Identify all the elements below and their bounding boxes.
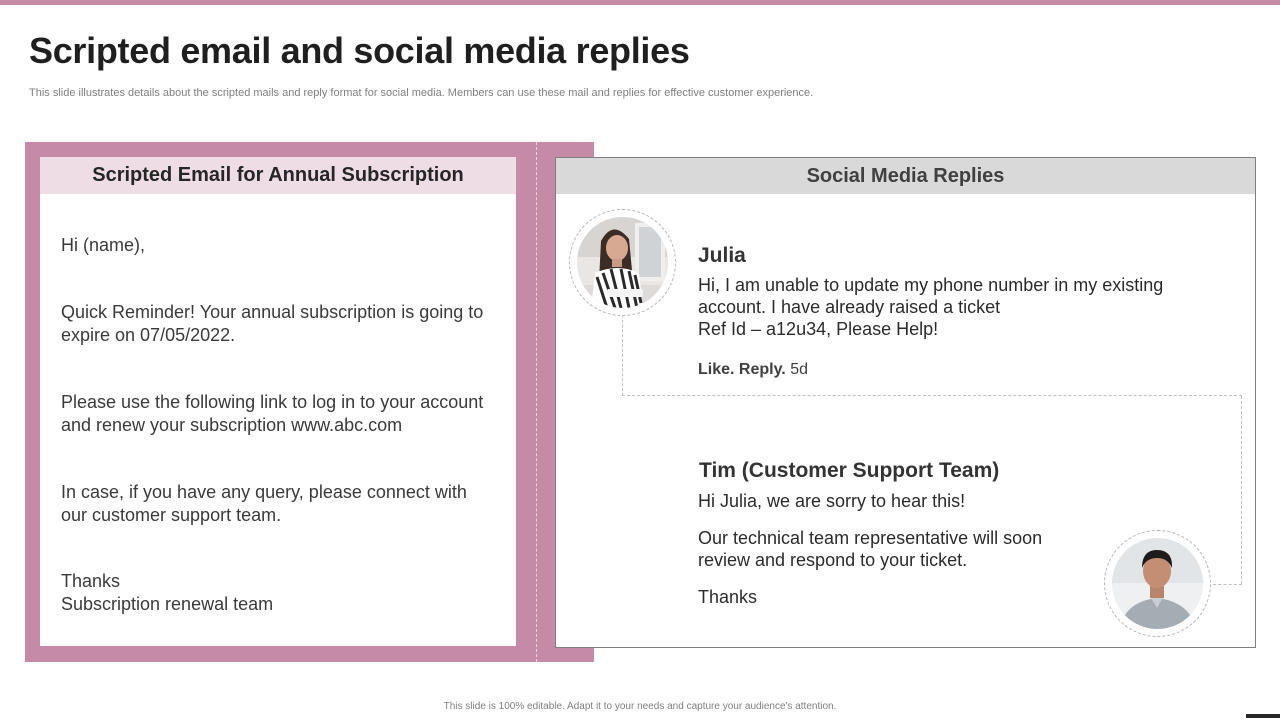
reply-connector-horizontal xyxy=(1208,584,1242,585)
email-header: Scripted Email for Annual Subscription xyxy=(40,157,516,194)
reply-connector-vertical xyxy=(1241,396,1242,584)
social-header: Social Media Replies xyxy=(556,158,1255,194)
email-greeting: Hi (name), xyxy=(61,235,146,255)
tim-author-name: Tim (Customer Support Team) xyxy=(699,459,1000,482)
email-sign-off: Thanks xyxy=(61,571,121,591)
tim-apology: Hi Julia, we are sorry to hear this! xyxy=(698,491,966,511)
panel-divider xyxy=(536,142,537,662)
like-reply-actions[interactable]: Like. Reply. xyxy=(698,361,786,378)
woman-avatar-icon xyxy=(577,217,668,308)
email-paragraph-link: Please use the following link to log in to your account and renew your subscription www.abc.com xyxy=(61,392,484,435)
tim-message: Our technical team representative will soon review and respond to your ticket. xyxy=(698,528,1043,570)
top-accent-bar xyxy=(0,0,1280,5)
julia-ticket-ref: Ref Id – a12u34, Please Help! xyxy=(698,319,939,339)
julia-post-meta xyxy=(698,361,808,379)
post-age: 5d xyxy=(790,361,808,378)
julia-message: Hi, I am unable to update my phone number in my existing account. I have already raised a ticket xyxy=(698,275,1164,317)
page-subtitle: This slide illustrates details about the scripted mails and reply format for social media. Members can use these mail and replies for effective customer experience. xyxy=(29,87,814,99)
email-signature: Subscription renewal team xyxy=(61,594,274,614)
tim-sign-off: Thanks xyxy=(698,587,758,607)
footer-note: This slide is 100% editable. Adapt it to your needs and capture your audience's attention. xyxy=(443,701,837,712)
man-avatar-icon xyxy=(1112,538,1203,629)
email-paragraph-query: In case, if you have any query, please connect with our customer support team. xyxy=(61,482,467,525)
page-title: Scripted email and social media replies xyxy=(29,30,690,71)
email-paragraph-reminder: Quick Reminder! Your annual subscription is going to expire on 07/05/2022. xyxy=(61,302,484,345)
julia-author-name: Julia xyxy=(698,244,746,267)
corner-mark xyxy=(1246,714,1280,718)
